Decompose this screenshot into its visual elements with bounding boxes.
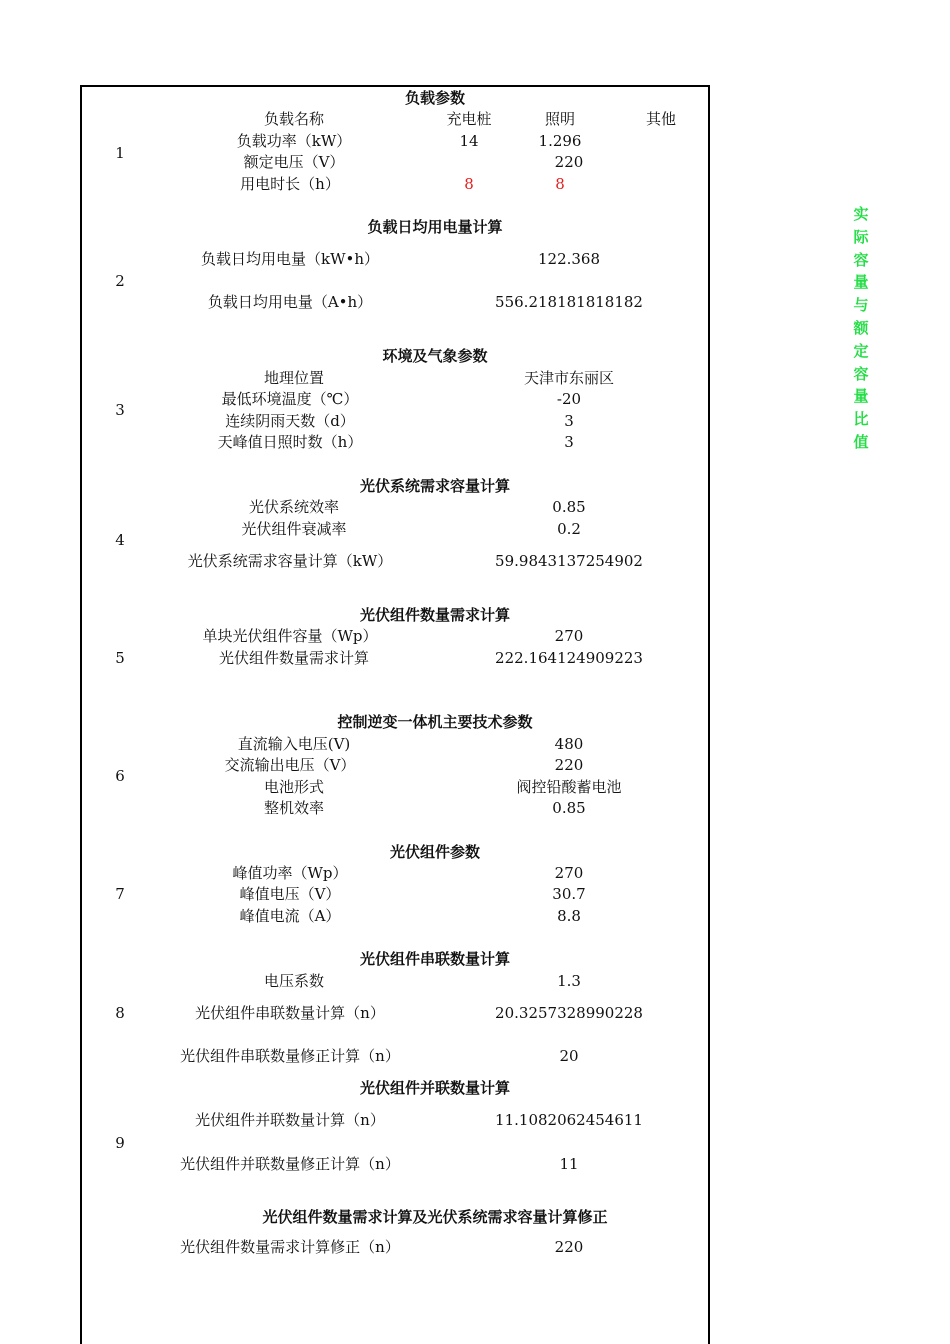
- section-number: 8: [115, 1004, 125, 1022]
- row-label: 地理位置: [263, 369, 325, 387]
- section-title: 光伏系统需求容量计算: [359, 477, 511, 495]
- cell-value: 0.85: [552, 799, 586, 817]
- cell-value: 556.218181818182: [495, 293, 643, 311]
- row-label: 光伏组件并联数量修正计算（n）: [180, 1155, 400, 1173]
- cell-value: 20: [559, 1047, 579, 1065]
- row-label: 负载日均用电量（A•h）: [207, 293, 373, 311]
- row-label: 峰值电压（V）: [239, 885, 341, 903]
- row-label: 光伏组件数量需求计算: [218, 649, 370, 667]
- side-note-char: 量: [853, 273, 869, 292]
- section-number: 3: [115, 401, 125, 419]
- row-label: 单块光伏组件容量（Wp）: [202, 627, 378, 645]
- section-title: 光伏组件并联数量计算: [359, 1079, 511, 1097]
- row-label: 负载日均用电量（kW•h）: [200, 250, 380, 268]
- section-number: 1: [115, 144, 125, 162]
- cell-value: 222.164124909223: [495, 649, 643, 667]
- side-note-char: 值: [853, 432, 869, 451]
- section-title: 光伏组件参数: [389, 843, 481, 861]
- cell-value: 0.85: [552, 498, 586, 516]
- row-label: 光伏组件衰减率: [241, 520, 347, 538]
- cell-value: 11.1082062454611: [495, 1111, 643, 1129]
- column-header-name: 负载名称: [263, 110, 325, 128]
- cell-value-highlight: 8: [555, 175, 565, 193]
- row-label: 光伏系统需求容量计算（kW）: [187, 552, 393, 570]
- row-label: 光伏组件并联数量计算（n）: [195, 1111, 385, 1129]
- cell-value: 8.8: [557, 907, 581, 925]
- section-number: 5: [115, 649, 125, 667]
- cell-value: 20.3257328990228: [495, 1004, 643, 1022]
- row-label: 用电时长（h）: [240, 175, 340, 193]
- cell-value: 1.296: [538, 132, 582, 150]
- row-label: 光伏组件串联数量修正计算（n）: [180, 1047, 400, 1065]
- side-note-char: 与: [853, 296, 869, 315]
- column-header-charger: 充电桩: [446, 110, 492, 128]
- cell-value: 1.3: [557, 972, 581, 990]
- section-number: 2: [115, 272, 125, 290]
- row-label: 峰值功率（Wp）: [232, 864, 348, 882]
- cell-value: 480: [554, 735, 584, 753]
- cell-value: -20: [556, 390, 582, 408]
- row-label: 电压系数: [263, 972, 325, 990]
- side-note-char: 容: [853, 250, 869, 269]
- cell-value: 220: [554, 1238, 584, 1256]
- section-title: 环境及气象参数: [382, 347, 488, 365]
- cell-value: 0.2: [557, 520, 581, 538]
- section-number: 9: [115, 1134, 125, 1152]
- row-label: 光伏组件串联数量计算（n）: [195, 1004, 385, 1022]
- cell-value: 220: [554, 153, 584, 171]
- row-label: 负载功率（kW）: [236, 132, 352, 150]
- section-title: 控制逆变一体机主要技术参数: [337, 713, 533, 731]
- cell-value: 14: [459, 132, 479, 150]
- column-header-other: 其他: [645, 110, 677, 128]
- side-note-char: 际: [853, 227, 869, 246]
- cell-value: 11: [559, 1155, 579, 1173]
- cell-value: 天津市东丽区: [523, 369, 615, 387]
- cell-value: 220: [554, 756, 584, 774]
- cell-value-highlight: 8: [464, 175, 474, 193]
- column-header-lighting: 照明: [544, 110, 576, 128]
- row-label: 最低环境温度（℃）: [221, 390, 359, 408]
- cell-value: 270: [554, 627, 584, 645]
- side-note-char: 容: [853, 364, 869, 383]
- row-label: 连续阴雨天数（d）: [225, 412, 355, 430]
- cell-value: 3: [564, 412, 574, 430]
- cell-value: 122.368: [537, 250, 601, 268]
- cell-value: 270: [554, 864, 584, 882]
- side-note-char: 实: [853, 205, 869, 223]
- side-note-char: 额: [853, 318, 869, 337]
- side-note-char: 比: [853, 410, 869, 429]
- row-label: 额定电压（V）: [243, 153, 345, 171]
- section-title: 负载日均用电量计算: [367, 218, 503, 236]
- section-title: 光伏组件串联数量计算: [359, 950, 511, 968]
- vertical-side-note: [852, 203, 870, 454]
- cell-value: 阀控铅酸蓄电池: [516, 778, 622, 796]
- side-note-char: 量: [853, 387, 869, 406]
- row-label: 峰值电流（A）: [239, 907, 341, 925]
- section-number: 7: [115, 885, 125, 903]
- cell-value: 3: [564, 433, 574, 451]
- row-label: 光伏系统效率: [248, 498, 340, 516]
- row-label: 光伏组件数量需求计算修正（n）: [180, 1238, 400, 1256]
- section-title: 负载参数: [404, 89, 466, 107]
- section-number: 6: [115, 767, 125, 785]
- cell-value: 59.9843137254902: [495, 552, 643, 570]
- row-label: 天峰值日照时数（h）: [217, 433, 363, 451]
- row-label: 交流输出电压（V）: [224, 756, 356, 774]
- row-label: 直流输入电压(V): [237, 735, 351, 753]
- row-label: 电池形式: [263, 778, 325, 796]
- cell-value: 30.7: [552, 885, 586, 903]
- section-title: 光伏组件数量需求计算及光伏系统需求容量计算修正: [262, 1208, 608, 1226]
- row-label: 整机效率: [263, 799, 325, 817]
- side-note-char: 定: [853, 341, 869, 360]
- section-number: 4: [115, 531, 125, 549]
- section-title: 光伏组件数量需求计算: [359, 606, 511, 624]
